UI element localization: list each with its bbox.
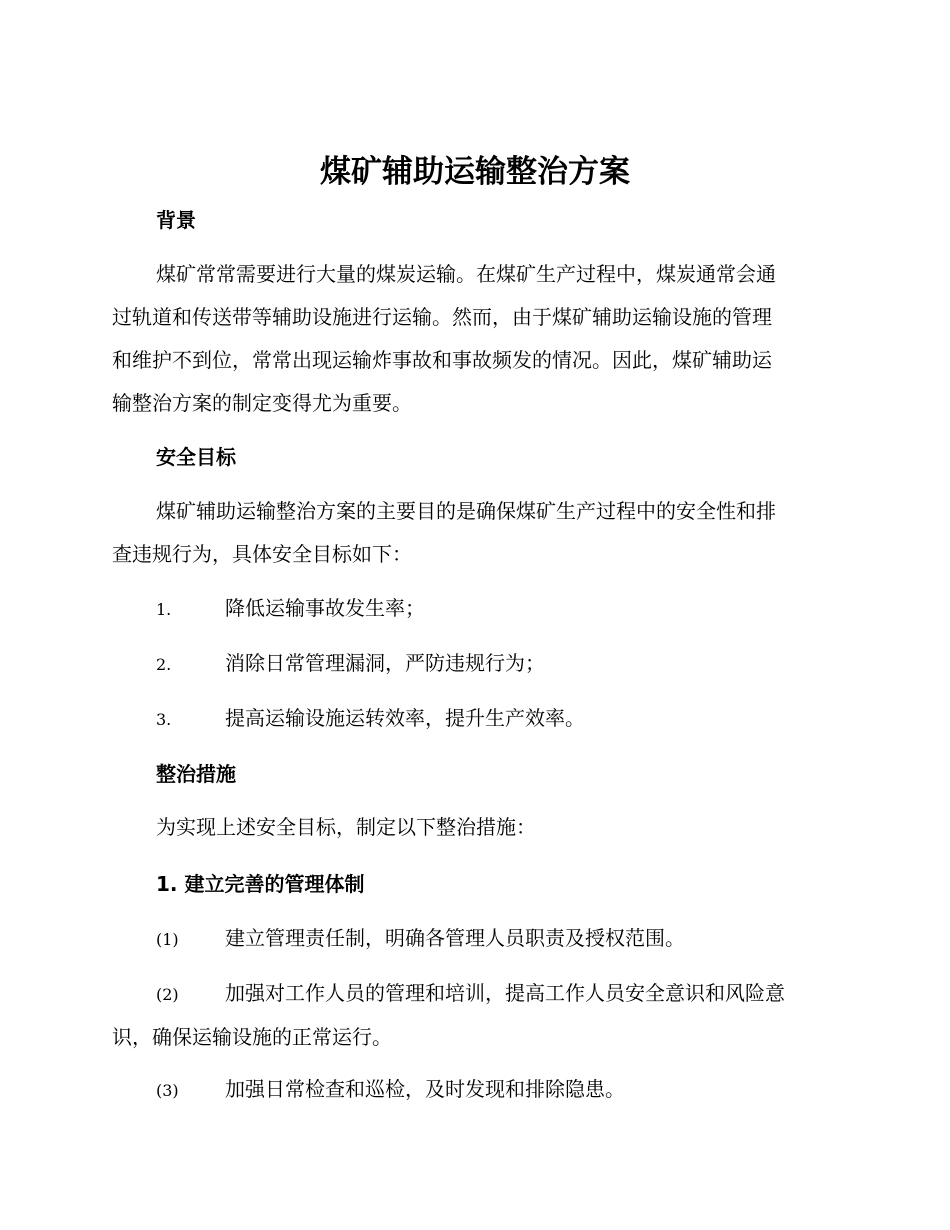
paragraph-background: [112, 253, 832, 425]
paragraph-line: 煤矿辅助运输整治方案的主要目的是确保煤矿生产过程中的安全性和排: [156, 499, 776, 523]
list-item-goal-2: [112, 642, 832, 686]
paragraph-line: 查违规行为，具体安全目标如下：: [112, 542, 412, 566]
sub-heading-management: 1. 建立完善的管理体制: [156, 872, 365, 896]
list-item-measure-3: [112, 1068, 832, 1112]
list-text: 加强对工作人员的管理和培训，提高工作人员安全意识和风险意: [225, 981, 785, 1005]
section-heading-measures: 整治措施: [156, 762, 236, 786]
list-number: 3.: [156, 710, 172, 729]
paragraph-line: 和维护不到位，常常出现运输炸事故和事故频发的情况。因此，煤矿辅助运: [112, 348, 772, 372]
paragraph-line: 煤矿常常需要进行大量的煤炭运输。在煤矿生产过程中，煤炭通常会通: [156, 262, 776, 286]
paragraph-line: 为实现上述安全目标，制定以下整治措施：: [156, 815, 536, 839]
list-item-goal-3: [112, 697, 832, 741]
list-text: 提高运输设施运转效率，提升生产效率。: [225, 706, 585, 730]
paragraph-line: 过轨道和传送带等辅助设施进行运输。然而，由于煤矿辅助运输设施的管理: [112, 305, 772, 329]
list-text: 加强日常检查和巡检，及时发现和排除隐患。: [225, 1077, 625, 1101]
list-text: 消除日常管理漏洞，严防违规行为；: [225, 651, 545, 675]
section-heading-goals: 安全目标: [156, 445, 236, 469]
list-number: 1.: [156, 600, 172, 619]
section-heading-background: 背景: [156, 208, 196, 232]
list-item-measure-1: [112, 917, 832, 961]
list-text-continuation: 识，确保运输设施的正常运行。: [112, 1025, 392, 1049]
list-item-goal-1: [112, 587, 832, 631]
list-number: (2): [156, 985, 179, 1004]
paragraph-goals-intro: [112, 490, 832, 576]
list-number: 2.: [156, 655, 172, 674]
paragraph-line: 输整治方案的制定变得尤为重要。: [112, 391, 412, 415]
list-number: (1): [156, 930, 179, 949]
document-title: 煤矿辅助运输整治方案: [320, 154, 630, 190]
list-text: 降低运输事故发生率；: [225, 596, 425, 620]
list-number: (3): [156, 1081, 179, 1100]
list-text: 建立管理责任制，明确各管理人员职责及授权范围。: [225, 926, 685, 950]
list-item-measure-2: [112, 972, 832, 1059]
paragraph-measures-intro: [112, 806, 832, 849]
